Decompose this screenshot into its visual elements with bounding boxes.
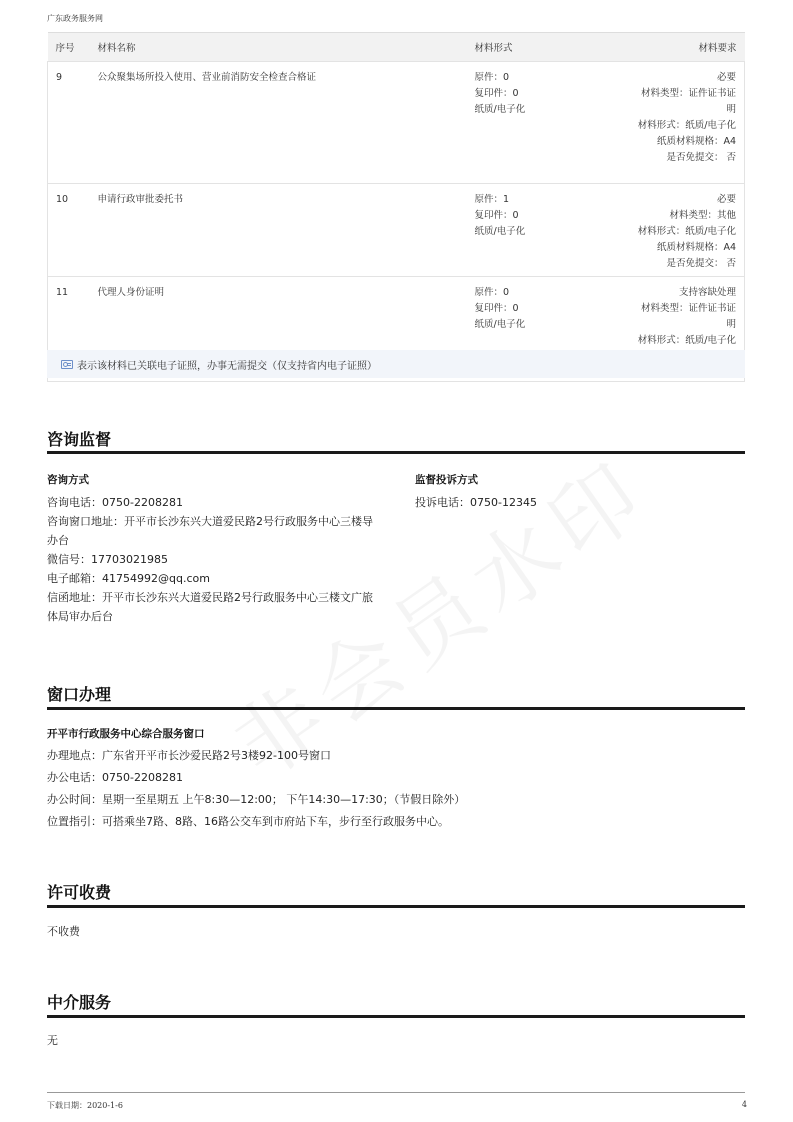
section-title-fee: 许可收费: [47, 883, 112, 902]
req-line: 材料类型：证件证书证明: [640, 88, 736, 115]
col-header-req: 材料要求: [635, 33, 745, 62]
consult-line: 办台: [47, 534, 69, 547]
e-license-note-text: 表示该材料已关联电子证照，办事无需提交（仅支持省内电子证照）: [77, 360, 377, 372]
row-no: 9: [48, 62, 98, 184]
row-name: 申请行政审批委托书: [98, 184, 475, 277]
col-header-no: 序号: [48, 33, 98, 62]
table-row: [48, 184, 745, 277]
req-line: 纸质材料规格：A4: [656, 136, 736, 147]
form-line: 原件：1: [474, 194, 510, 205]
row-name: 代理人身份证明: [98, 277, 475, 382]
req-line: 支持容缺处理: [678, 287, 736, 298]
req-line: 纸质材料规格：A4: [656, 242, 736, 253]
form-line: 原件：0: [474, 72, 510, 83]
consult-line: 电子邮箱：41754992@qq.com: [47, 572, 210, 585]
row-form: [475, 62, 635, 184]
footer-page-number: 4: [741, 1100, 747, 1109]
consult-method-title: 咨询方式: [47, 474, 89, 486]
consult-line: 信函地址：开平市长沙东兴大道爱民路2号行政服务中心三楼文广旅: [47, 591, 373, 604]
consult-line: 咨询窗口地址：开平市长沙东兴大道爱民路2号行政服务中心三楼导: [47, 515, 373, 528]
table-header-row: [48, 33, 745, 62]
form-line: 纸质/电子化: [474, 319, 526, 330]
req-line: 必要: [716, 194, 736, 205]
footer-download-date: 下载日期：2020-1-6: [47, 1101, 123, 1110]
req-line: 材料形式：纸质/电子化: [637, 226, 736, 237]
consult-line: 咨询电话：0750-2208281: [47, 496, 183, 509]
e-license-icon: [61, 360, 73, 369]
req-line: 是否免提交： 否: [666, 152, 736, 163]
e-license-note: [47, 350, 745, 378]
section-divider: [47, 905, 745, 908]
supervise-line: 投诉电话：0750-12345: [415, 496, 537, 509]
col-header-name: 材料名称: [98, 33, 475, 62]
form-line: 复印件：0: [474, 88, 519, 99]
window-line: 办公时间：星期一至星期五 上午8:30—12:00； 下午14:30—17:30；（节假日除外）: [47, 793, 466, 806]
consult-line: 微信号：17703021985: [47, 553, 168, 566]
supervise-method-title: 监督投诉方式: [415, 474, 478, 486]
table-row: [48, 62, 745, 184]
req-line: 材料形式：纸质/电子化: [637, 335, 736, 346]
window-name: 开平市行政服务中心综合服务窗口: [47, 728, 205, 740]
fee-text: 不收费: [47, 925, 80, 938]
req-line: 必要: [716, 72, 736, 83]
materials-table: [47, 32, 745, 382]
col-header-form: 材料形式: [475, 33, 635, 62]
form-line: 复印件：0: [474, 303, 519, 314]
row-name: 公众聚集场所投入使用、营业前消防安全检查合格证: [98, 62, 475, 184]
agency-text: 无: [47, 1034, 58, 1047]
section-divider: [47, 451, 745, 454]
form-line: 复印件：0: [474, 210, 519, 221]
site-name: 广东政务服务网: [47, 14, 103, 23]
footer-divider: [47, 1092, 745, 1093]
window-line: 办理地点：广东省开平市长沙爱民路2号3楼92-100号窗口: [47, 749, 331, 762]
row-req: [635, 184, 745, 277]
section-title-agency: 中介服务: [47, 993, 112, 1012]
row-no: 10: [48, 184, 98, 277]
req-line: 是否免提交： 否: [666, 258, 736, 269]
section-title-window: 窗口办理: [47, 685, 112, 704]
req-line: 材料类型：证件证书证明: [640, 303, 736, 330]
row-req: [635, 62, 745, 184]
consult-line: 体局审办后台: [47, 610, 113, 623]
row-form: [475, 184, 635, 277]
form-line: 原件：0: [474, 287, 510, 298]
section-title-consult: 咨询监督: [47, 430, 112, 449]
form-line: 纸质/电子化: [474, 104, 526, 115]
window-line: 办公电话：0750-2208281: [47, 771, 183, 784]
window-line: 位置指引：可搭乘坐7路、8路、16路公交车到市府站下车，步行至行政服务中心。: [47, 815, 449, 828]
form-line: 纸质/电子化: [474, 226, 526, 237]
section-divider: [47, 1015, 745, 1018]
req-line: 材料类型：其他: [669, 210, 736, 221]
req-line: 材料形式：纸质/电子化: [637, 120, 736, 131]
row-no: 11: [48, 277, 98, 382]
